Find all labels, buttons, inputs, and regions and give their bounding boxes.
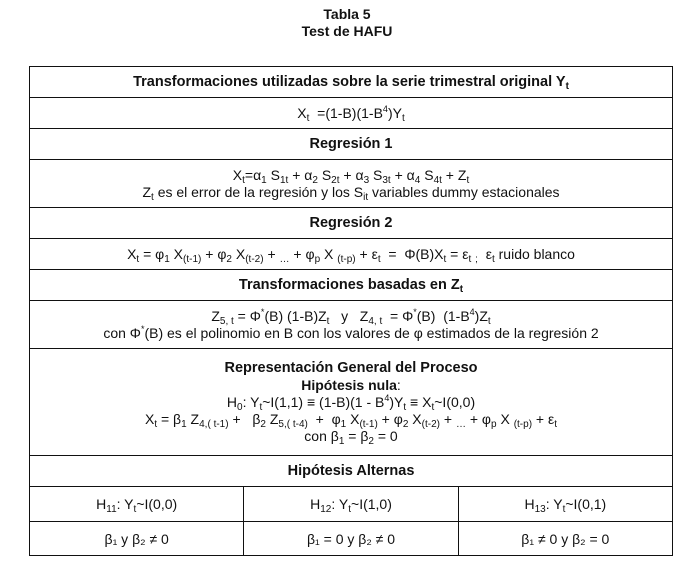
zt-note-b: (B) es el polinomio en B con los valores de φ estimados de la regresión 2	[144, 324, 599, 341]
alt-hypotheses-header	[30, 456, 672, 487]
alt-h11-condition: β₁ y β₂ ≠ 0	[30, 522, 244, 555]
zt-transform-formula: $Z_{5, t} = \Phi^*(B)$ $(1-B)Z_t$ y $Z_{4, t} = \Phi^*(B)$ $(1-B^4)Z_t$	[211, 306, 491, 327]
section-regression-2-header	[30, 208, 672, 239]
general-process-section	[30, 349, 672, 456]
zt-note-a: con Φ	[103, 324, 141, 341]
alt-h13-condition: β₁ ≠ 0 y β₂ = 0	[521, 530, 610, 547]
regression-1-note-tail: variables dummy estacionales	[372, 183, 560, 200]
regression-1-body	[30, 160, 672, 208]
null-hypothesis-label: Hipótesis nula	[301, 376, 397, 393]
zt-transform-title: Transformaciones basadas en Z	[238, 276, 460, 293]
alt-conditions-row	[30, 522, 672, 555]
section-zt-transform-header	[30, 270, 672, 301]
zt-transform-sub: t	[459, 283, 464, 295]
section-transformations-header	[30, 67, 672, 98]
regression-1-note-text: es el error de la regresión y los S	[157, 183, 364, 200]
alt-h12-cell	[244, 487, 458, 521]
section-transformations-title: Transformaciones utilizadas sobre la serie trimestral original Y	[133, 73, 566, 90]
section-transformations-sub: t	[565, 80, 569, 92]
section-regression-1-header	[30, 129, 672, 160]
alt-h13-cell	[459, 487, 672, 521]
alt-h13-tail: ~I(0,1)	[565, 495, 607, 512]
general-process-formula: $X_t = \beta_1$ $Z_{4,( t-1)} + \beta_2$ $Z_{5,( t-4)} + \varphi_1$ $X_{(t-1)} + \varphi_2$ $X_{(t-2)} + _\dots + \varphi_p$ X $_{(t-p)} + \varepsilon_t$	[144, 410, 558, 430]
regression-1-note: $Z_t$ es el error de la regresión y los $S_{it}$ variables dummy estacionales	[142, 183, 560, 203]
alt-h13-h: H	[524, 495, 535, 512]
zt-transform-body	[30, 301, 672, 349]
alt-h12-h: H	[310, 495, 321, 512]
alt-h11-rest-sub: t	[133, 503, 137, 515]
table-title	[0, 6, 694, 40]
alt-h13-sub: 13	[534, 503, 546, 515]
alt-h12-rest-sub: t	[348, 503, 352, 515]
alt-h13-rest-sub: t	[562, 503, 566, 515]
regression-2-title: Regresión 2	[309, 214, 393, 231]
regression-1-formula: $X_t=\alpha_1$ $S_{1t} + \alpha_2$ $S_{2t} + \alpha_3$ $S_{3t} + \alpha_4$ $S_{4t} + Z_t$	[232, 166, 470, 186]
alt-h11-cell	[30, 487, 244, 521]
hafu-table	[29, 66, 673, 556]
alt-h13-rest: : Y	[545, 495, 563, 512]
general-process-title: Representación General del Proceso	[224, 359, 478, 376]
alt-hypotheses-row	[30, 487, 672, 522]
regression-2-formula: $X_t = \varphi_1$ $X_{(t-1)} + \varphi_2$ $X_{(t-2)} + _\dots + \varphi_p$ X $_{(t-p)} + \varepsilon_t = \Phi(B)X_t = \varepsilon_t$ $_;$ $\varepsilon_t$ ruido blanco	[127, 245, 575, 265]
null-hypothesis-formula: $H_0$: $Y_t\sim I(1,1) \equiv (1-B)(1 - B^4)Y_t$ ≡ $X_t\sim I(0,0)$	[226, 392, 476, 413]
zt-transform-note: con Φ*(B) es el polinomio en B con los valores de φ estimados de la regresión 2	[103, 323, 599, 341]
alt-h11-h: H	[96, 495, 107, 512]
regression-1-title: Regresión 1	[309, 135, 393, 152]
alt-hypotheses-title: Hipótesis Alternas	[287, 462, 415, 479]
regression-2-tail: ruido blanco	[498, 245, 575, 262]
alt-h12-tail: ~I(1,0)	[351, 495, 392, 512]
title-line-1: Tabla 5	[323, 6, 371, 22]
alt-h11-rest: : Y	[116, 495, 134, 512]
regression-2-body	[30, 239, 672, 270]
alt-h12-condition: β₁ = 0 y β₂ ≠ 0	[244, 522, 458, 555]
alt-h11-sub: 11	[106, 503, 117, 515]
null-condition: con $\beta_1 = \beta_2 = 0$	[304, 427, 398, 447]
alt-h12-sub: 12	[320, 503, 332, 515]
null-hypothesis-colon: :	[396, 376, 401, 393]
alt-h12-rest: : Y	[331, 495, 349, 512]
title-line-2: Test de HAFU	[301, 23, 393, 39]
formula-xt-transform: $X_t =(1-B)(1-B^4)Y_t$	[30, 98, 672, 129]
alt-h11-tail: ~I(0,0)	[136, 495, 178, 512]
